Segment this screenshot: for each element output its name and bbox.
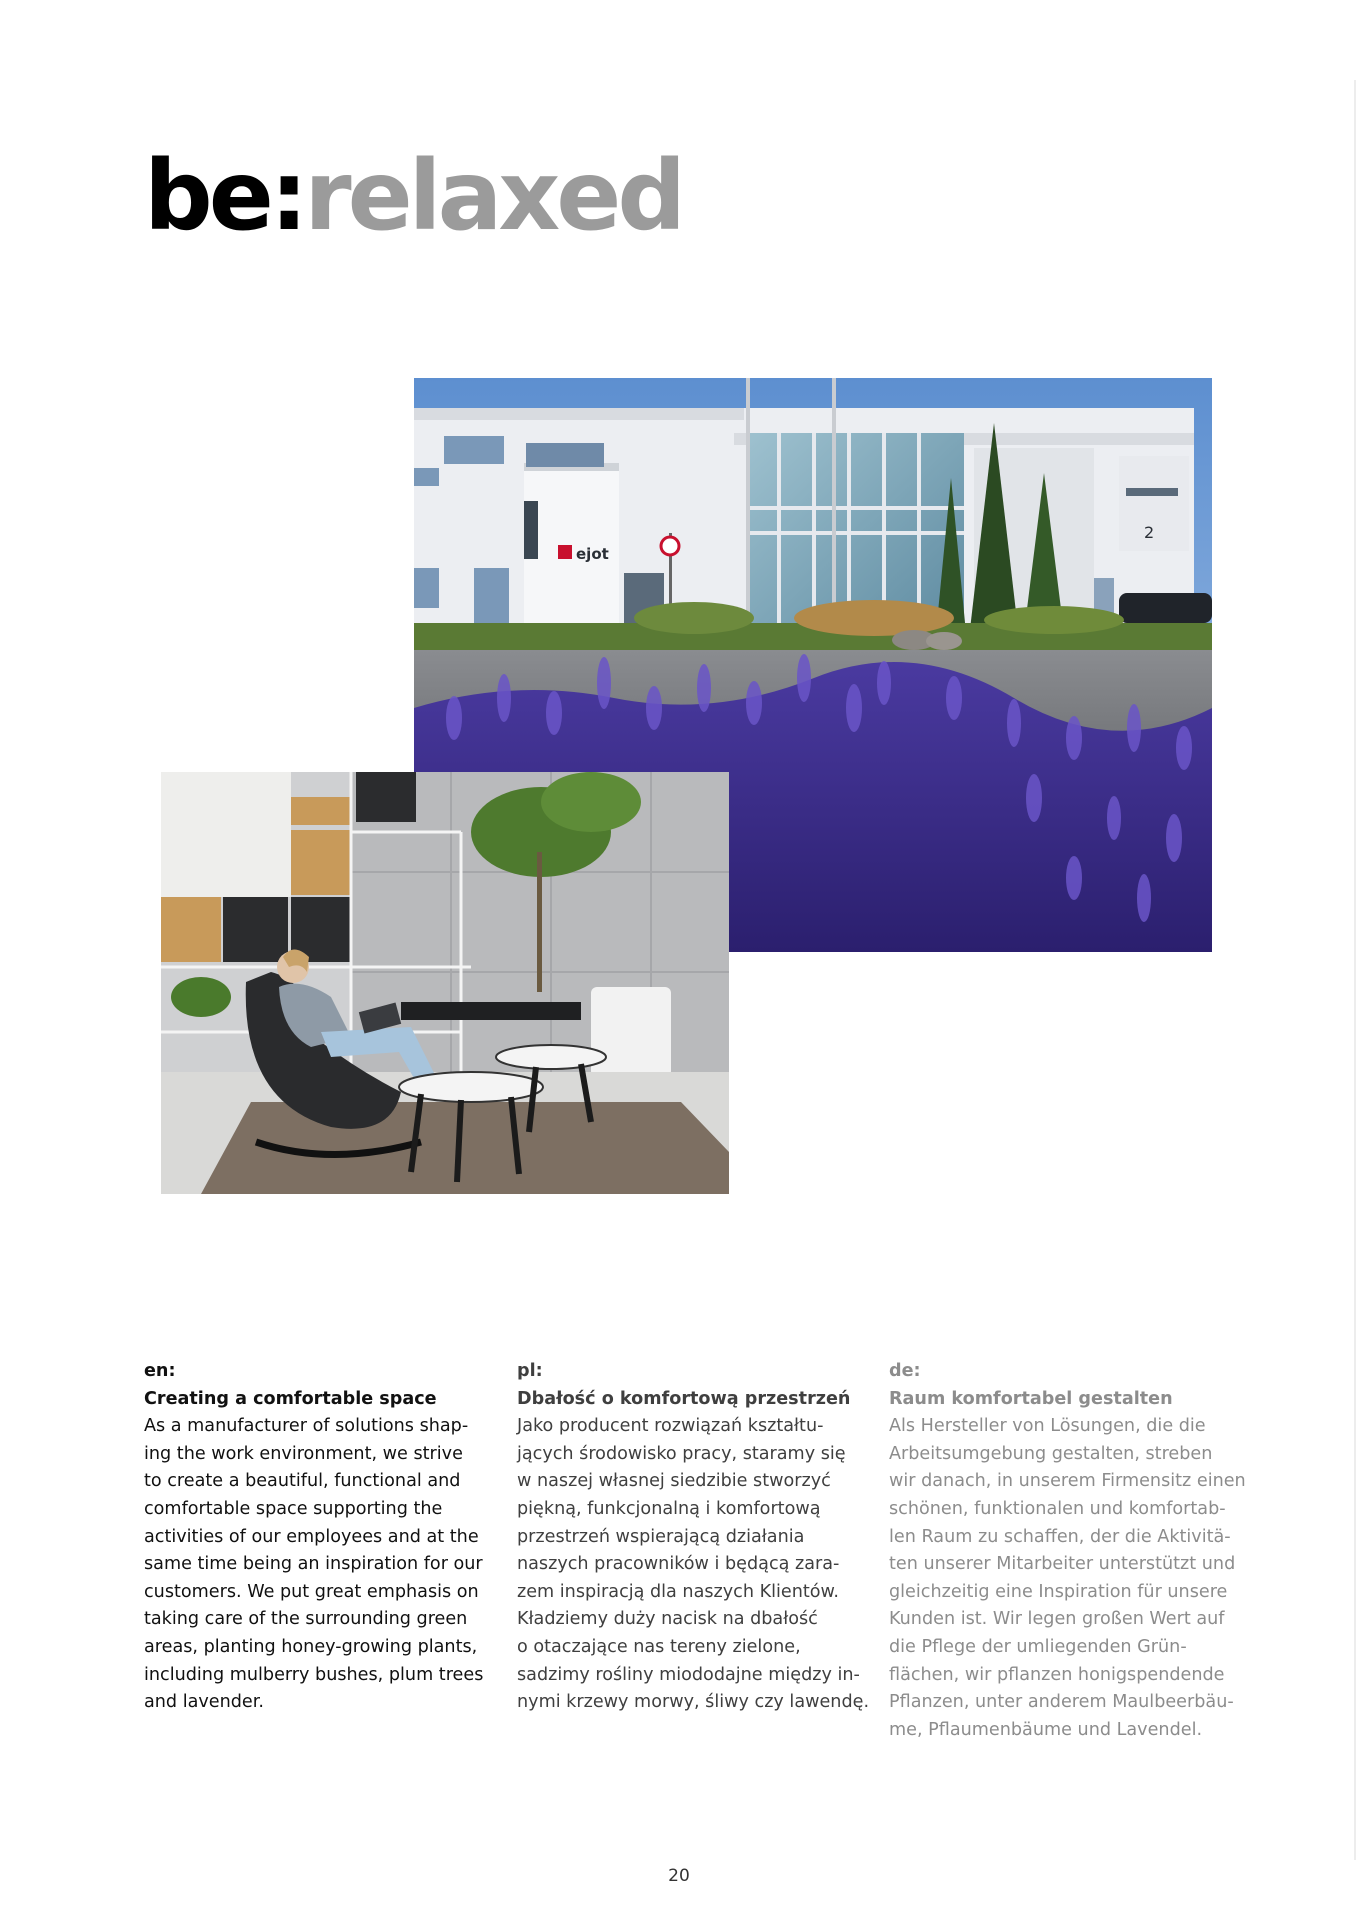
body-line: same time being an inspiration for our xyxy=(144,1554,483,1575)
body-line: naszych pracowników i będącą zara- xyxy=(517,1554,840,1575)
body-line: Kunden ist. Wir legen großen Wert auf xyxy=(889,1609,1225,1630)
language-label: pl: xyxy=(517,1361,543,1381)
body-line: and lavender. xyxy=(144,1692,264,1713)
body-line: Pflanzen, unter anderem Maulbeerbäu- xyxy=(889,1692,1234,1713)
body-line: flächen, wir pflanzen honigspendende xyxy=(889,1664,1225,1685)
body-line: areas, planting honey-growing plants, xyxy=(144,1636,478,1657)
body-line: customers. We put great emphasis on xyxy=(144,1581,479,1602)
body-line: Arbeitsumgebung gestalten, streben xyxy=(889,1443,1213,1464)
text-column-pl xyxy=(517,1358,870,1717)
body-line: gleichzeitig eine Inspiration für unsere xyxy=(889,1581,1228,1602)
body-line: taking care of the surrounding green xyxy=(144,1609,468,1630)
body-line: przestrzeń wspierającą działania xyxy=(517,1526,805,1547)
title-word: relaxed xyxy=(304,140,683,252)
language-label: en: xyxy=(144,1361,176,1381)
body-line: schönen, funktionalen und komfortab- xyxy=(889,1498,1226,1519)
body-line: die Pflege der umliegenden Grün- xyxy=(889,1636,1187,1657)
body-line: As a manufacturer of solutions shap- xyxy=(144,1416,469,1437)
body-line: me, Pflaumenbäume und Lavendel. xyxy=(889,1719,1203,1740)
body-line: Jako producent rozwiązań kształtu- xyxy=(517,1416,824,1437)
column-heading: Dbałość o komfortową przestrzeń xyxy=(517,1388,851,1409)
body-line: sadzimy rośliny miododajne między in- xyxy=(517,1664,860,1685)
body-line: jących środowisko pracy, staramy się xyxy=(517,1443,846,1464)
body-line: wir danach, in unserem Firmensitz einen xyxy=(889,1471,1246,1492)
body-line: comfortable space supporting the xyxy=(144,1498,443,1519)
office-photo-illustration xyxy=(161,772,729,1194)
language-label: de: xyxy=(889,1361,921,1381)
text-column-de xyxy=(889,1358,1246,1744)
body-line: Kładziemy duży nacisk na dbałość xyxy=(517,1609,818,1630)
body-line: to create a beautiful, functional and xyxy=(144,1471,461,1492)
body-line: including mulberry bushes, plum trees xyxy=(144,1664,484,1685)
company-logo-text: ejot xyxy=(576,545,609,563)
body-line: nymi krzewy morwy, śliwy czy lawendę. xyxy=(517,1692,870,1713)
house-number: 2 xyxy=(1144,523,1155,542)
body-line: o otaczające nas tereny zielone, xyxy=(517,1636,801,1657)
page-edge-line xyxy=(1354,80,1356,1860)
office-lounge-photo xyxy=(161,772,729,1194)
column-heading: Creating a comfortable space xyxy=(144,1388,437,1409)
title-prefix: be: xyxy=(144,140,305,252)
column-heading: Raum komfortabel gestalten xyxy=(889,1388,1173,1409)
body-line: len Raum zu schaffen, der die Aktivitä- xyxy=(889,1526,1231,1547)
body-line: activities of our employees and at the xyxy=(144,1526,479,1547)
page-title xyxy=(144,140,683,252)
body-line: zem inspiracją dla naszych Klientów. xyxy=(517,1581,839,1602)
body-line: piękną, funkcjonalną i komfortową xyxy=(517,1498,821,1519)
body-line: w naszej własnej siedzibie stworzyć xyxy=(517,1471,831,1492)
text-column-en xyxy=(144,1358,484,1717)
page-number: 20 xyxy=(668,1866,690,1886)
body-line: Als Hersteller von Lösungen, die die xyxy=(889,1416,1206,1437)
body-line: ten unserer Mitarbeiter unterstützt und xyxy=(889,1554,1236,1575)
body-line: ing the work environment, we strive xyxy=(144,1443,463,1464)
